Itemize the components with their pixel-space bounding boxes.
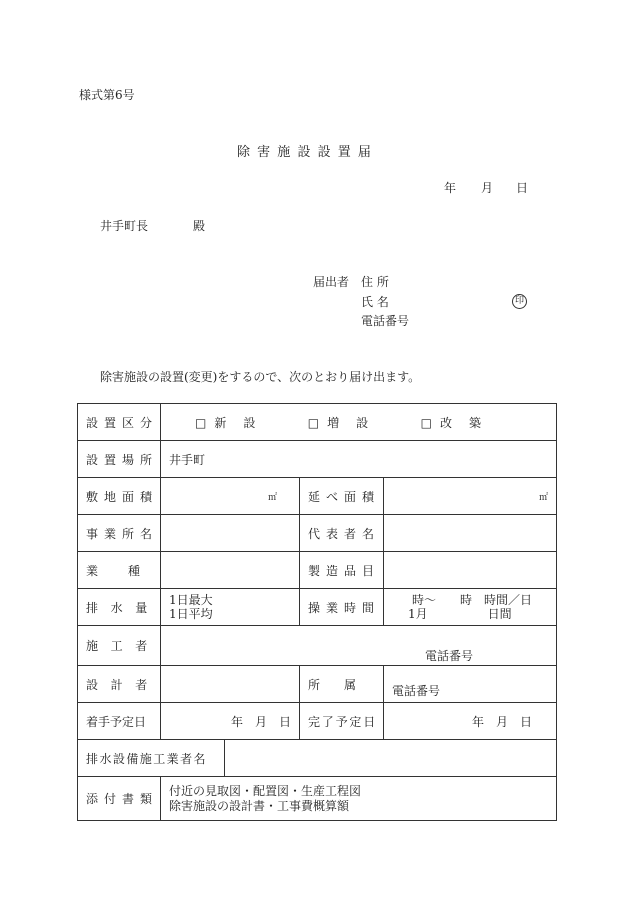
notifier-label: 届出者: [313, 275, 350, 289]
location-value[interactable]: 井手町: [161, 441, 557, 478]
discharge-field[interactable]: [161, 589, 300, 626]
row-drain-contractor: [78, 740, 557, 777]
addressee-honorific: 殿: [193, 219, 206, 233]
option-new[interactable]: □ 新 設: [195, 415, 262, 430]
statement: 除害施設の設置(変更)をするので、次のとおり届け出ます。: [100, 370, 421, 384]
office-label: 事業所名: [78, 515, 161, 552]
contractor-field[interactable]: [161, 626, 557, 666]
product-label: 製造品目: [300, 552, 384, 589]
start-date-field[interactable]: 年 月 日: [161, 703, 300, 740]
row-location: [78, 441, 557, 478]
rep-field[interactable]: [384, 515, 557, 552]
op-hours-monthly: 1月 日間: [408, 607, 512, 621]
floor-area-label: 延べ面積: [300, 478, 384, 515]
location-label: 設置場所: [78, 441, 161, 478]
drain-contractor-label: 排水設備施工業者名: [86, 751, 207, 766]
row-designer: [78, 666, 557, 703]
date-year: 年: [444, 181, 457, 195]
end-label: 完了予定日: [300, 703, 384, 740]
row-schedule: [78, 703, 557, 740]
checkbox-icon[interactable]: □: [195, 415, 207, 430]
office-field[interactable]: [161, 515, 300, 552]
designer-phone-field[interactable]: [384, 666, 557, 703]
notification-table: [77, 403, 557, 821]
page-title: 除害施設設置届: [237, 145, 379, 160]
category-label: 設置区分: [78, 404, 161, 441]
site-area-label: 敷地面積: [78, 478, 161, 515]
notifier-name-label: 氏 名: [361, 295, 389, 309]
row-attachments: [78, 777, 557, 821]
rep-label: 代表者名: [300, 515, 384, 552]
business-field[interactable]: [161, 552, 300, 589]
designer-field[interactable]: [161, 666, 300, 703]
date-month: 月: [481, 181, 494, 195]
op-hours-field[interactable]: [384, 589, 557, 626]
discharge-max-label: 1日最大: [169, 593, 213, 607]
row-category: [78, 404, 557, 441]
drain-row-divider: [224, 739, 225, 777]
designer-label: 設計者: [78, 666, 161, 703]
contractor-label: 施工者: [78, 626, 161, 666]
attachments-label: 添付書類: [78, 777, 161, 821]
attachments-line-2: 除害施設の設計書・工事費概算額: [169, 798, 350, 813]
category-options: [161, 404, 557, 441]
op-hours-label: 操業時間: [300, 589, 384, 626]
form-number: 様式第6号: [79, 88, 135, 102]
notifier-address-label: 住 所: [361, 275, 389, 289]
option-rebuild[interactable]: □ 改 築: [420, 415, 488, 430]
drain-contractor-cell[interactable]: [78, 740, 557, 777]
seal-icon: 印: [512, 292, 527, 309]
attachments-line-1: 付近の見取図・配置図・生産工程図: [169, 783, 362, 798]
checkbox-icon[interactable]: □: [420, 415, 432, 430]
option-expand[interactable]: □ 増 設: [307, 415, 375, 430]
discharge-avg-label: 1日平均: [169, 607, 213, 621]
start-label: 着手予定日: [78, 703, 161, 740]
attachments-field: [161, 777, 557, 821]
notifier-phone-label: 電話番号: [361, 314, 410, 328]
affiliation-label: 所 属: [300, 666, 384, 703]
date-day: 日: [516, 181, 529, 195]
discharge-label: 排水量: [78, 589, 161, 626]
end-date-field[interactable]: 年 月 日: [384, 703, 557, 740]
business-label: 業種: [78, 552, 161, 589]
floor-area-field[interactable]: ㎡: [384, 478, 557, 515]
row-office: [78, 515, 557, 552]
site-area-field[interactable]: ㎡: [161, 478, 300, 515]
checkbox-icon[interactable]: □: [307, 415, 320, 430]
addressee-name: 井手町長: [100, 219, 149, 233]
row-business: [78, 552, 557, 589]
product-field[interactable]: [384, 552, 557, 589]
row-area: [78, 478, 557, 515]
designer-phone-label: 電話番号: [392, 684, 441, 698]
op-hours-daily: 時〜 時 時間／日: [412, 593, 533, 607]
row-contractor: [78, 626, 557, 666]
contractor-phone-label: 電話番号: [425, 649, 474, 663]
row-discharge: [78, 589, 557, 626]
